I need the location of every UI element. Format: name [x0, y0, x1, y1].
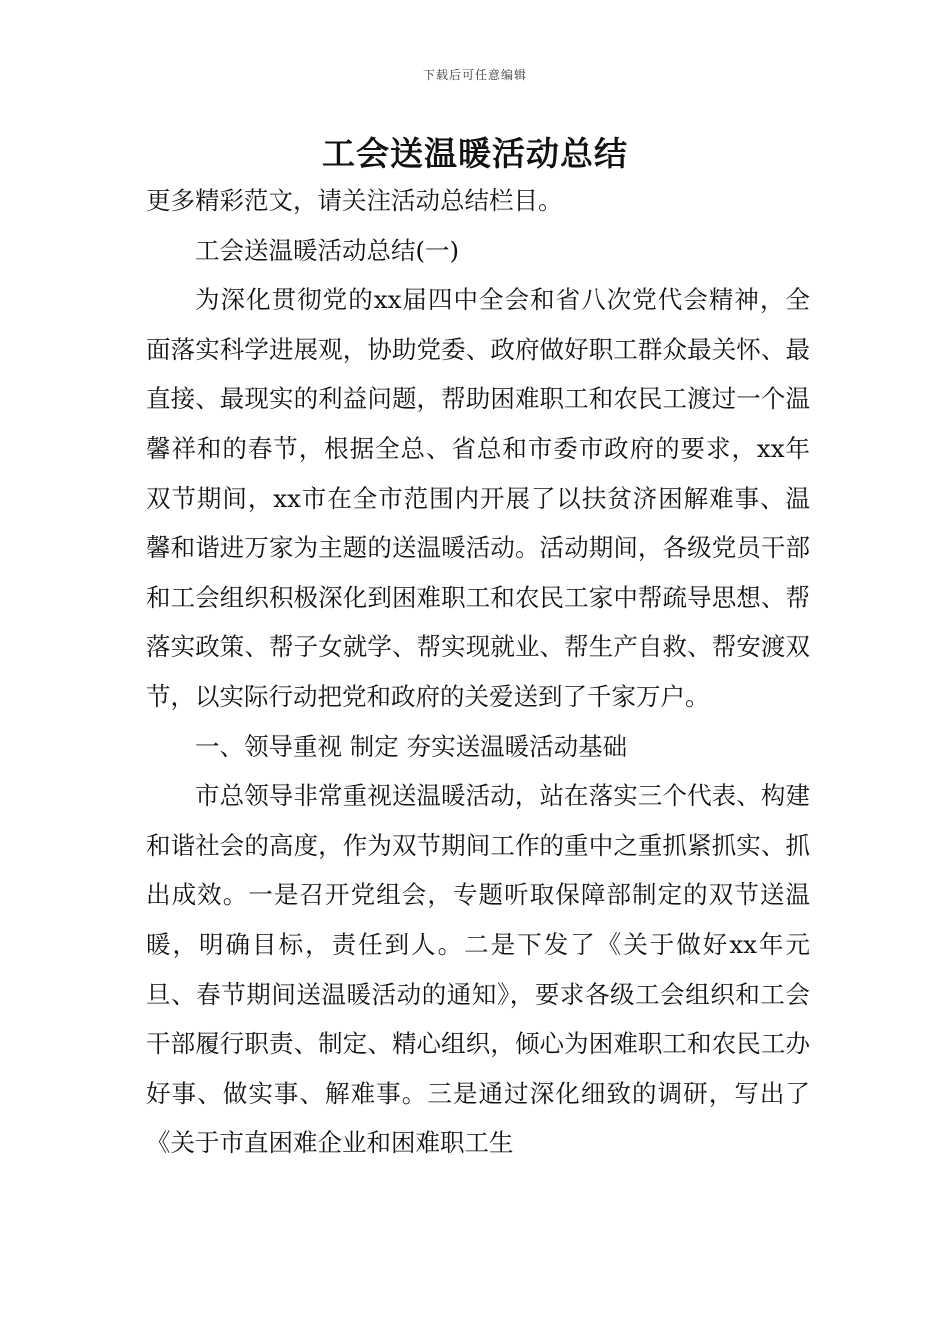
header-note: 下载后可任意编辑	[422, 68, 527, 82]
document-body	[146, 176, 810, 1168]
document-title: 工会送温暖活动总结	[322, 134, 628, 173]
paragraph: 市总领导非常重视送温暖活动，站在落实三个代表、构建和谐社会的高度，作为双节期间工作的重中之重抓紧抓实、抓出成效。一是召开党组会，专题听取保障部制定的双节送温暖，明确目标，责任到人。二是下发了《关于做好xx年元旦、春节期间送温暖活动的通知》，要求各级工会组织和工会干部履行职责、制定、精心组织，倾心为困难职工和农民工办好事、做实事、解难事。三是通过深化细致的调研，写出了《关于市直困难企业和困难职工生	[146, 781, 810, 1158]
section-subtitle: 工会送温暖活动总结(一)	[195, 235, 460, 265]
section-heading: 一、领导重视 制定 夯实送温暖活动基础	[195, 731, 628, 761]
intro-line: 更多精彩范文，请关注活动总结栏目。	[146, 186, 563, 215]
paragraph: 为深化贯彻党的xx届四中全会和省八次党代会精神，全面落实科学进展观，协助党委、政府做好职工群众最关怀、最直接、最现实的利益问题，帮助困难职工和农民工渡过一个温馨祥和的春节，根据全总、省总和市委市政府的要求，xx年双节期间，xx市在全市范围内开展了以扶贫济困解难事、温馨和谐进万家为主题的送温暖活动。活动期间，各级党员干部和工会组织积极深化到困难职工和农民工家中帮疏导思想、帮落实政策、帮子女就学、帮实现就业、帮生产自救、帮安渡双节，以实际行动把党和政府的关爱送到了千家万户。	[146, 285, 810, 711]
